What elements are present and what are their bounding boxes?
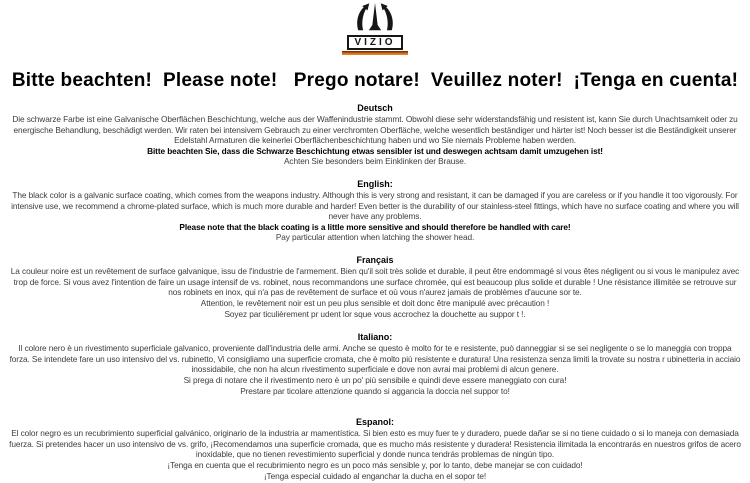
section-heading-english: English: (357, 179, 393, 190)
section-body-english: The black color is a galvanic surface coating, which comes from the weapons industry. Although this is very strong and resistant, it can be damaged if you are careless or if you handle it too vigorously. For intensive use, we recommend a chrome-plated surface, which is much more durable and harder! Even better is the durability of our stainless-steel fittings, which have no surface coating and where you will never have any problems. (11, 190, 739, 222)
section-note-espanol: ¡Tenga en cuenta que el recubrimiento negro es un poco más sensible y, por lo tanto, debe manejar se con cuidado! (167, 460, 583, 471)
section-espanol (9, 417, 741, 481)
section-body-francais: La couleur noire est un revêtement de surface galvanique, issu de l'industrie de l'armement. Bien qu'il soit très solide et durable, il peut être endommagé si vous êtes négligent ou si vous le manipulez avec trop de force. Si vous avez l'intention de faire un usage intensif de vs. robinet, nous recommandons une surface chromée, qui est beaucoup plus solide et durable ! Une résistance illimitée se retrouve sur nos robinets en inox, qui n'a pas de revêtement de surface et où vous n'aurez jamais de problèmes d'aucune sor te. (10, 266, 740, 298)
vizio-logo-bar (342, 51, 408, 55)
section-note-deutsch: Bitte beachten Sie, dass die Schwarze Beschichtung etwas sensibler ist und deswegen achtsam damit umzugehen ist! (147, 145, 603, 156)
section-body-deutsch: Die schwarze Farbe ist eine Galvanische Oberflächen Beschichtung, welche aus der Waffenindustrie stammt. Obwohl diese sehr widerstandsfähig und resistent ist, kann Sie durch Unachtsamkeit oder zu energische Behandlung, beschädigt werden. Wir raten bei intensivem Gebrauch zu einer verchromten Oberfläche, welche wesentlich beständiger und härter ist! Noch besser ist die Beständigkeit unserer Edelstahl Armaturen die keinerlei Oberflächenbeschichtung haben und wo Sie niemals Probleme haben werden. (12, 114, 738, 146)
section-francais (9, 255, 741, 319)
section-body-italiano: Il colore nero è un rivestimento superficiale galvanico, proveniente dall'industria delle armi. Anche se questo è molto for te e resistente, può danneggiar si se sei negligente o se lo maneggia con troppa forza. Se intendete fare un uso intensivo del vs. rubinetto, Vi consigliamo una superficie cromata, che è molto più resistente e duratura! Una resistenza senza limiti la trovate su nostra r ubinetteria in acciaio inossidabile, che non ha alcun rivestimento superficiale e dove non avrai mai problemi di alcun genere. (9, 343, 741, 375)
section-footer-italiano: Prestare par ticolare attenzione quando si aggancia la doccia nel suppor to! (240, 385, 510, 396)
section-footer-espanol: ¡Tenga especial cuidado al enganchar la ducha en el sopor te! (263, 470, 487, 481)
section-heading-deutsch: Deutsch (357, 103, 393, 113)
section-heading-francais: Français (356, 255, 394, 266)
vizio-crown-icon (346, 2, 404, 32)
vizio-wordmark: VIZIO (347, 35, 402, 50)
page-title: Bitte beachten! Please note! Prego notare! Veuillez noter! ¡Tenga en cuenta! (11, 70, 739, 91)
section-italiano (9, 332, 741, 396)
section-heading-italiano: Italiano: (357, 332, 393, 343)
section-footer-deutsch: Achten Sie besonders beim Einklinken der Brause. (284, 156, 466, 167)
section-english (9, 179, 741, 243)
section-note-italiano: Si prega di notare che il rivestimento nero è un po' più sensibile e quindi deve essere maneggiato con cura! (183, 374, 567, 385)
section-footer-francais: Soyez par ticulièrement pr udent lor sque vous accrochez la douchette au suppor t !. (224, 308, 526, 319)
section-note-english: Please note that the black coating is a little more sensitive and should therefore be handled with care! (179, 221, 571, 232)
section-body-espanol: El color negro es un recubrimiento superficial galvánico, originario de la industria ar mamentística. Si bien esto es muy fuer te y duradero, puede dañar se si no tiene cuidado o si lo maneja con demasiada fuerza. Si pretendes hacer un uso intensivo de vs. grifo, ¡Recomendamos una superficie cromada, que es mucho más resistente y duradera! Resistencia ilimitada la encontrarás en nuestros grifos de acero inoxidable, que no tienen revestimiento superficial y donde nunca tendrás problemas de ningún tipo. (9, 428, 741, 460)
section-note-francais: Attention, le revêtement noir est un peu plus sensible et doit donc être manipulé avec précaution ! (200, 297, 550, 308)
section-deutsch (9, 103, 741, 167)
section-footer-english: Pay particular attention when latching the shower head. (275, 232, 475, 243)
vizio-logo (0, 0, 750, 55)
section-heading-espanol: Espanol: (355, 417, 394, 428)
